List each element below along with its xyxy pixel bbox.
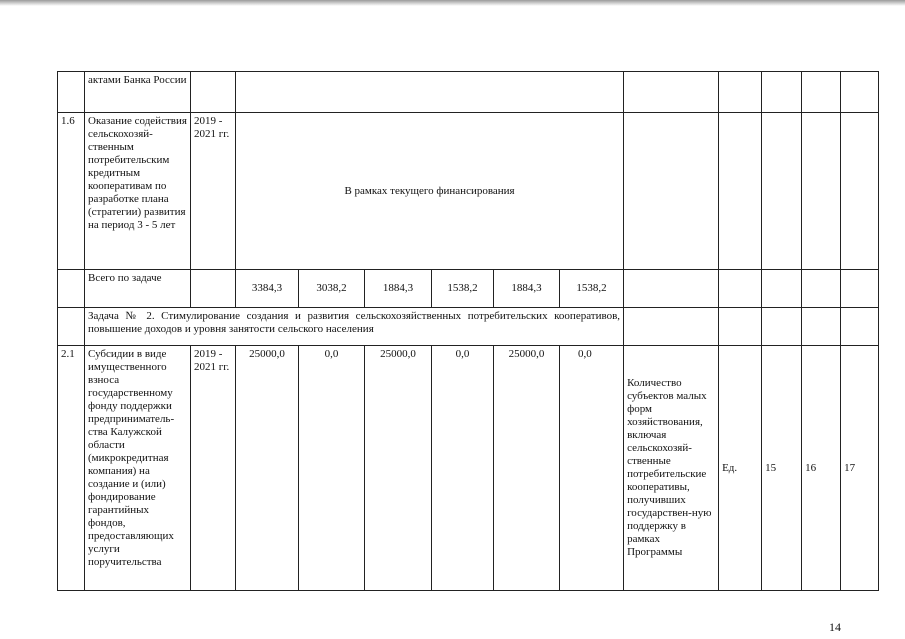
table-row — [58, 113, 879, 270]
amount-value: 0,0 — [432, 346, 494, 591]
row-number — [58, 72, 85, 113]
total-value: 1538,2 — [560, 270, 624, 308]
target-value: 16 — [802, 346, 841, 591]
amount-value: 0,0 — [560, 346, 624, 591]
total-value: 3384,3 — [236, 270, 299, 308]
table-row — [58, 346, 879, 591]
total-value: 3038,2 — [299, 270, 365, 308]
indicator — [624, 113, 719, 270]
scan-edge — [0, 0, 905, 6]
amount-value: 25000,0 — [365, 346, 432, 591]
measure-name: Субсидии в виде имущественного взноса государственному фонду поддержки предприниматель-ства Калужской области (микрокредитная компания) на создание и (или) фондирование гарантийных фондов, предоставляющих услуги поручительства — [85, 346, 191, 591]
task-heading: Задача № 2. Стимулирование создания и развития сельскохозяйственных потребительских кооперативов, повышение доходов и уровня занятости сельского населения — [85, 308, 624, 346]
unit: Ед. — [719, 346, 762, 591]
total-value: 1538,2 — [432, 270, 494, 308]
program-table — [57, 71, 879, 591]
total-label: Всего по задаче — [85, 270, 191, 308]
table-row — [58, 308, 879, 346]
amount-value: 0,0 — [299, 346, 365, 591]
funding-cell — [236, 72, 624, 113]
row-number: 2.1 — [58, 346, 85, 591]
amount-value: 25000,0 — [494, 346, 560, 591]
total-value: 1884,3 — [494, 270, 560, 308]
measure-name: актами Банка России — [85, 72, 191, 113]
total-value: 1884,3 — [365, 270, 432, 308]
page-number: 14 — [829, 620, 841, 634]
indicator: Количество субъектов малых форм хозяйствования, включая сельскохозяй-ственные потребительские кооперативы, получивших государствен-ную поддержку в рамках Программы — [624, 346, 719, 591]
unit — [719, 72, 762, 113]
table-row — [58, 270, 879, 308]
period: 2019 - 2021 гг. — [191, 113, 236, 270]
indicator — [624, 72, 719, 113]
amount-value: 25000,0 — [236, 346, 299, 591]
funding-note: В рамках текущего финансирования — [236, 113, 624, 270]
period — [191, 72, 236, 113]
period: 2019 - 2021 гг. — [191, 346, 236, 591]
measure-name: Оказание содействия сельскохозяй-ственным потребительским кредитным кооперативам по разработке плана (стратегии) развития на период 3 - 5 лет — [85, 113, 191, 270]
target-value: 15 — [762, 346, 802, 591]
target-value: 17 — [841, 346, 879, 591]
row-number: 1.6 — [58, 113, 85, 270]
unit — [719, 113, 762, 270]
table-row — [58, 72, 879, 113]
